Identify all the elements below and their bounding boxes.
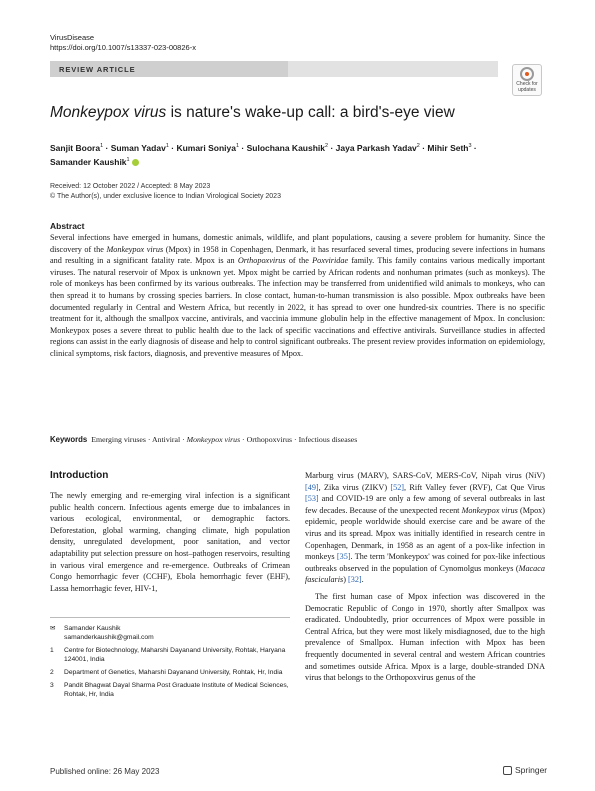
orcid-icon[interactable] [132,159,139,166]
title-italic: Monkeypox virus [50,104,167,121]
envelope-icon: ✉ [50,625,56,632]
check-updates-badge[interactable] [512,64,542,96]
journal-header [50,33,196,53]
corresponding-name: Samander Kaushik [64,625,121,632]
published-online: Published online: 26 May 2023 [50,767,160,776]
affiliation: 1 Centre for Biotechnology, Maharshi Dayanand University, Rohtak, Haryana 124001, India [50,647,286,663]
author[interactable]: Suman Yadav$^1$ [110,142,169,153]
publisher-name: Springer [515,765,548,775]
citation-link[interactable]: [52] [390,482,405,492]
author[interactable]: Sanjit Boora$^1$ [50,142,104,153]
keywords-label: Keywords [50,435,88,444]
article-type-label: REVIEW ARTICLE [59,65,136,74]
corresponding-email[interactable]: samanderkaushik@gmail.com [64,634,154,641]
keywords: Keywords Emerging viruses · Antiviral · Monkeypox virus · Orthopoxvirus · Infectious diseases [50,435,358,444]
footnotes [50,617,290,703]
introduction-heading: Introduction [50,470,109,481]
article-title [50,103,550,123]
left-column [50,470,290,594]
article-type-band [50,61,288,77]
intro-paragraph: The newly emerging and re-emerging viral infection is a significant public health concern. Infectious agents emerge due to imbalances in various ecological, environmental, or demographic factors. Deforestation, global warming, changing climate, high population density, unregulated development, poor sanitation, and vector adaptability put selection pressure on host–pathogen reservoirs, resulting in various viral emergence and re-emergence. Outbreaks of Crimean Congo hemorrhagic fever (CCHF), Ebola hemorrhagic fever (EHF), Lassa hemorrhagic fever, HIV-1, [50,491,290,593]
check-updates-line2: updates [518,86,536,93]
check-updates-icon [520,67,534,81]
citation-link[interactable]: [32] [348,575,362,585]
author[interactable]: Kumari Soniya$^1$ [176,142,240,153]
title-rest: is nature's wake-up call: a bird's-eye view [166,104,455,121]
doi-link[interactable]: https://doi.org/10.1007/s13337-023-00826-x [50,43,196,52]
abstract-body: Several infections have emerged in humans, domestic animals, wildlife, and plant populations, causing a severe problem for humanity. Since the discovery of the Monkeypox virus (Mpox) in 1958 in Copenhagen, Denmark, it has resurfaced several times, producing severe infections in humans and resulting in a significant fatality rate. Mpox is an Orthopoxvirus of the Poxviridae family. This family contains various medically important viruses. The natural reservoir of Mpox is unknown yet. Mpox might be carried by African rodents and nonhuman primates (such as monkeys). The role of monkeys has been confirmed by its various outbreaks. The infection may be transferred from unidentified wild animals to monkeys, who can then spread it to humans by crossing species barriers. In close contact, human-to-human transmission is also possible. Mpox outbreaks have been documented regularly in Central and Western Africa, but recently in 2022, it has spread to over one hundred-six countries. There is no specific treatment for it, although the smallpox vaccine, antivirals, and vaccinia immune globulin help in the effective management of Mpox. In conclusion: Monkeypox poses a severe threat to public health due to the lack of specific vaccinations and effective antivirals. Surveillance studies in affected regions can assist in the early diagnosis of disease and help to control significant outbreaks. The present review provides information on epidemiology, clinical symptoms, risk factors, diagnosis, and preventive measures of Mpox. [50,233,546,358]
author[interactable]: Sulochana Kaushik$^2$ [246,142,329,153]
affiliation: 3 Pandit Bhagwat Dayal Sharma Post Graduate Institute of Medical Sciences, Rohtak, Hr, India [50,682,289,698]
publisher-logo[interactable] [503,765,547,775]
author[interactable]: Samander Kaushik$^1$ [50,156,130,167]
citation-link[interactable]: [53] [305,494,319,504]
author-list: Sanjit Boora$^1$ · Suman Yadav$^1$ · Kumari Soniya$^1$ · Sulochana Kaushik$^2$ · Jaya Parkash Yadav$^2$ · Mihir Seth$^3$ · Samander Kaushik$^1$ [50,142,477,167]
article-dates [50,182,281,202]
author[interactable]: Jaya Parkash Yadav$^2$ [335,142,420,153]
author[interactable]: Mihir Seth$^3$ [427,142,472,153]
article-type-band-right [288,61,498,77]
citation-link[interactable]: [49] [305,482,319,492]
received-accepted: Received: 12 October 2022 / Accepted: 8 May 2023 [50,183,211,190]
citation-link[interactable]: [35] [336,552,351,562]
springer-horse-icon [503,766,512,775]
journal-name: VirusDisease [50,33,95,42]
affiliation: 2 Department of Genetics, Maharshi Dayanand University, Rohtak, Hr, India [50,669,283,676]
check-updates-line1: Check for [516,81,538,87]
corresponding-author [50,624,290,642]
intro-paragraph-2: The first human case of Mpox infection was discovered in the Democratic Republic of Congo in 1970, shortly after Smallpox was eradicated. Undoubtedly, prior occurrences of Mpox were possible in Central Africa, but they were most likely misdiagnosed, due to the high prevalence of Smallpox. Human infection with Mpox has been frequently documented in several central and western African countries and sometimes outside Africa. Mpox is a large, double-stranded DNA virus that belongs to the Orthopoxvirus genus of the [305,591,545,683]
abstract-heading: Abstract [50,221,85,231]
copyright: © The Author(s), under exclusive licence to Indian Virological Society 2023 [50,193,281,200]
intro-paragraph-continued: Marburg virus (MARV), SARS-CoV, MERS-CoV, Nipah virus (NiV) [49], Zika virus (ZIKV) [52], Rift Valley fever (RVF), Cat Que Virus [53] and COVID-19 are only a few among of several outbreaks in last few decades. Because of the unexpected recent Monkeypox virus (Mpox) epidemic, people worldwide should exercise care and be aware of the virus and its spread. Mpox was initially identified in research centre in Copenhagen, Denmark, in 1958 as an agent of a pox-like infection in monkeys [35]. The term 'Monkeypox' was coined for pox-like infectious outbreaks observed in the population of Cynomolgus monkeys (Macaca fascicularis) [32]. [305,471,545,585]
right-column [305,470,545,684]
